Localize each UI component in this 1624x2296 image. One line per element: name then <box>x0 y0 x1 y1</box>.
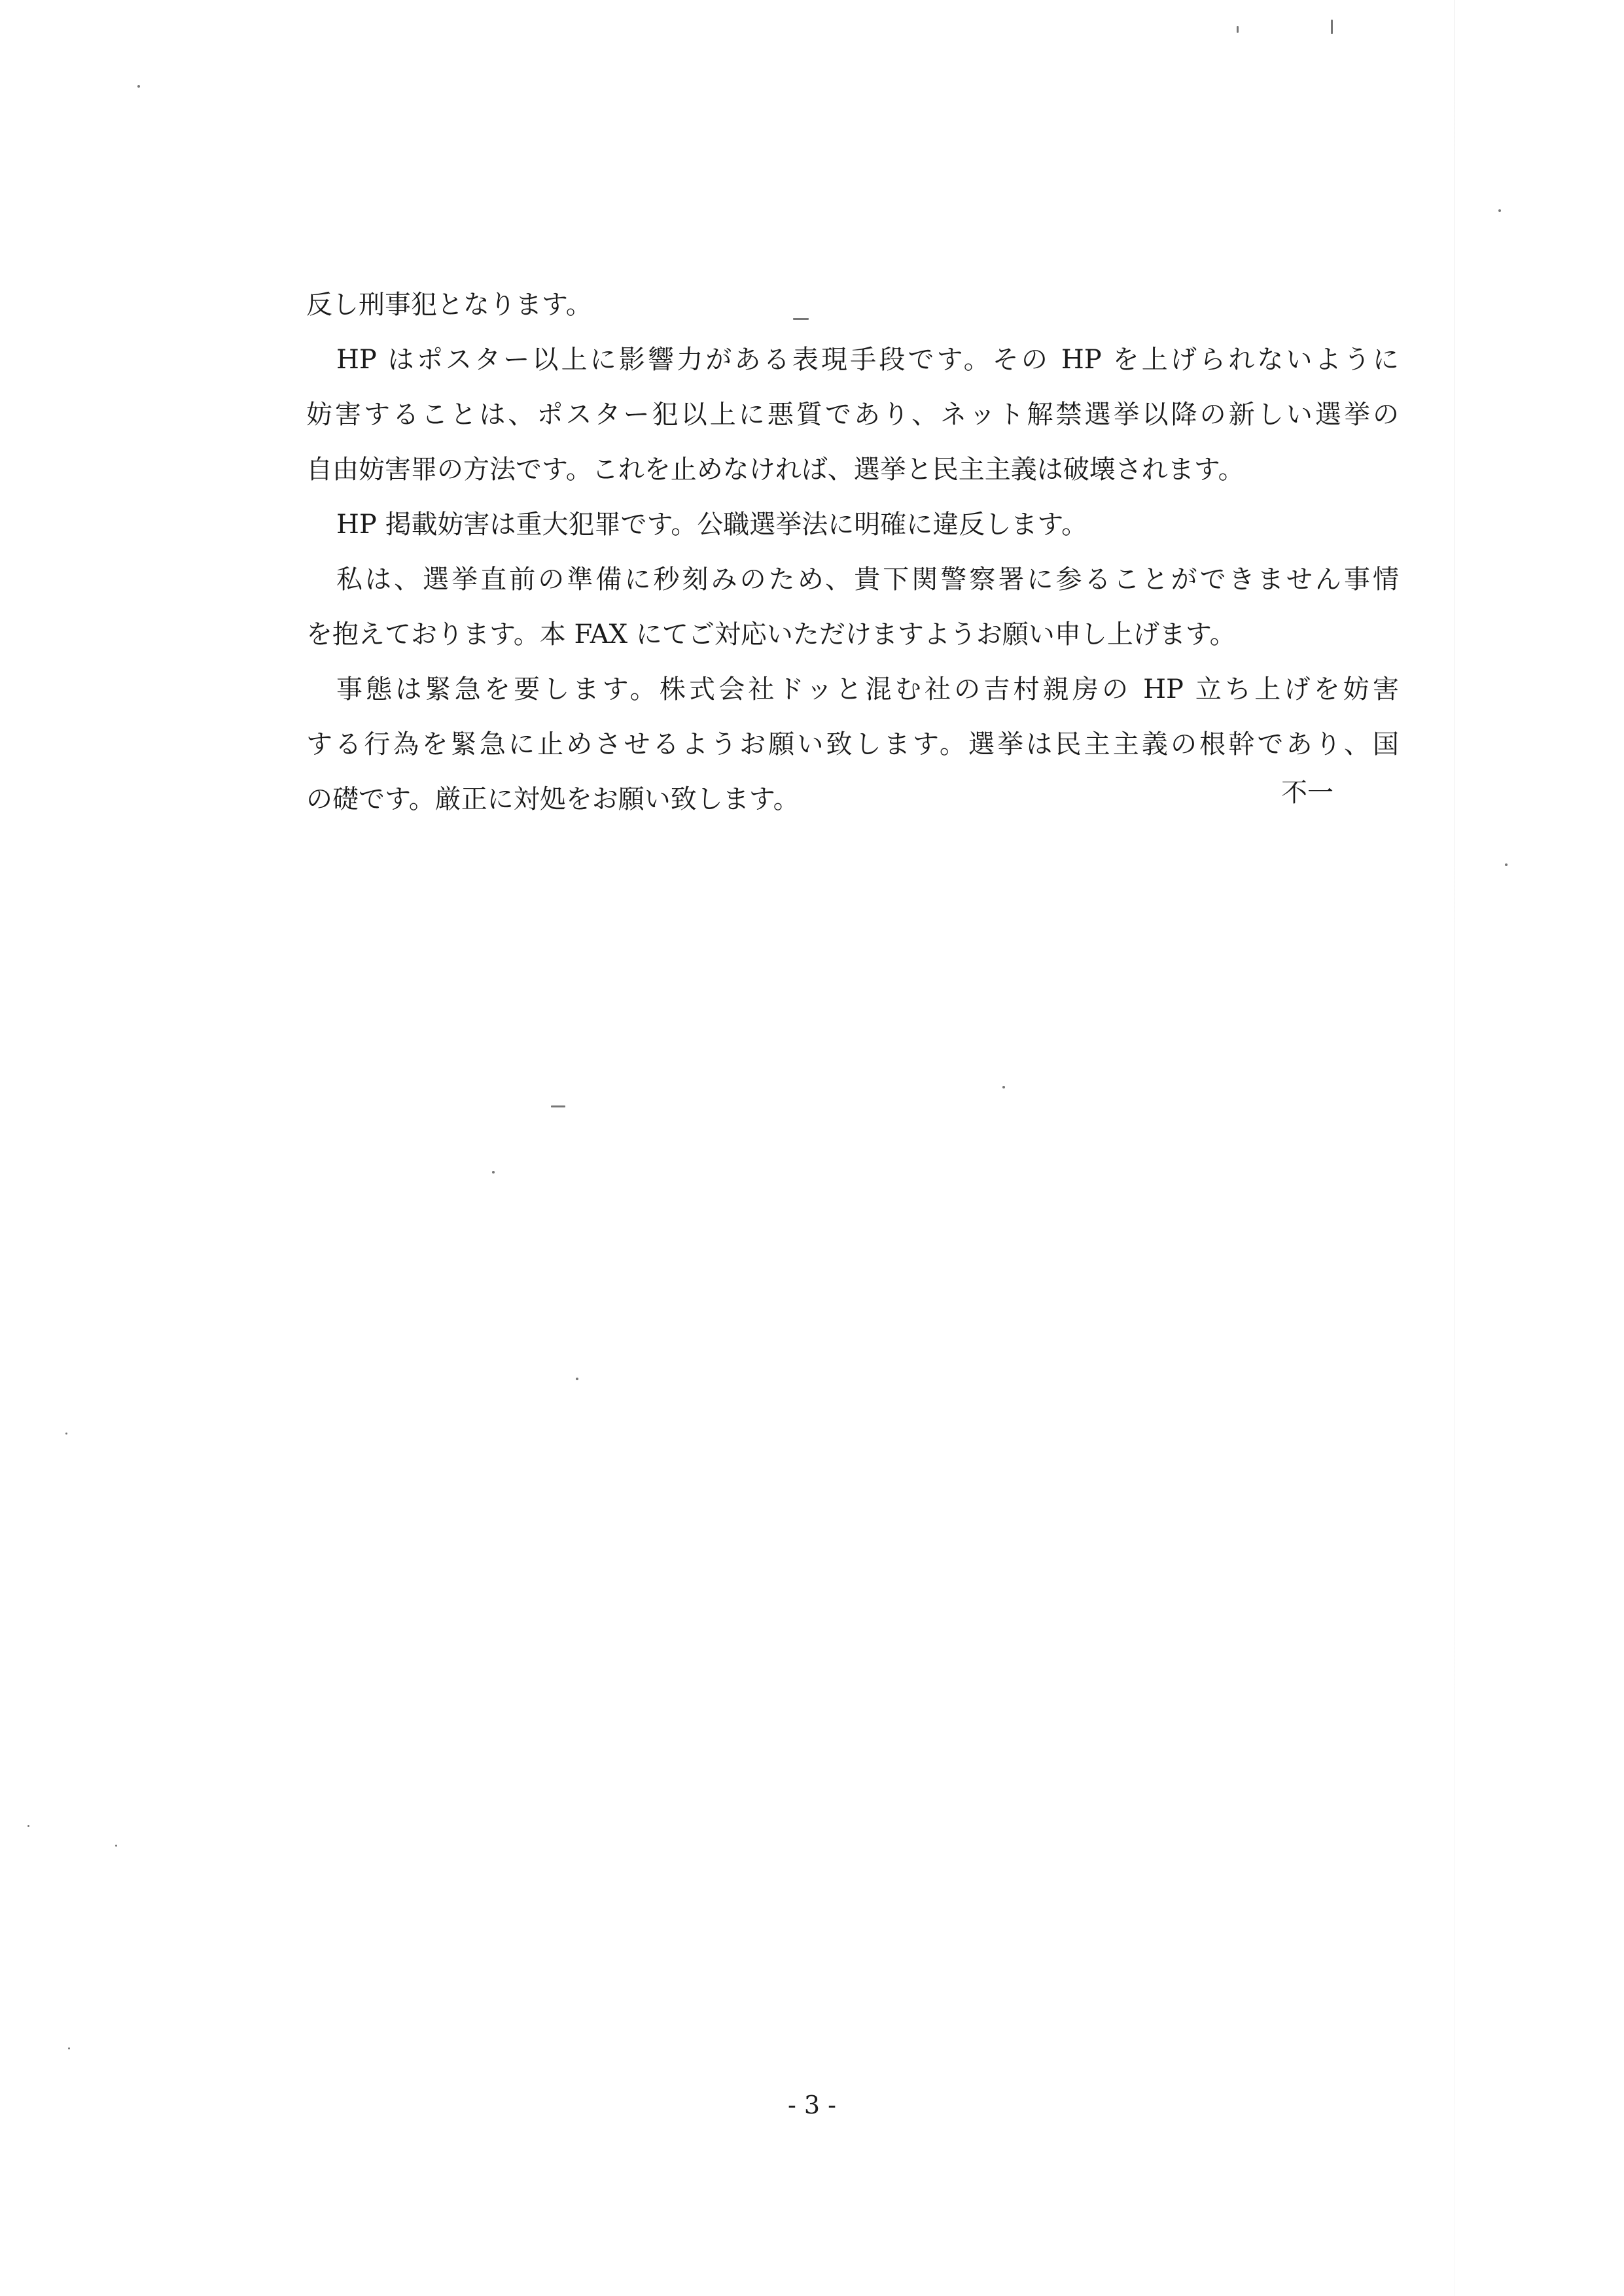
scan-speck <box>793 318 809 320</box>
scan-speck <box>492 1171 495 1174</box>
scan-edge-shadow <box>1454 0 1455 2296</box>
text-line: 妨害することは、ポスター犯以上に悪質であり、ネット解禁選挙以降の新しい選挙の <box>306 400 1399 430</box>
page-number: - 3 - <box>787 2091 836 2119</box>
scan-speck <box>65 1433 67 1435</box>
scan-speck <box>68 2047 70 2049</box>
scan-speck <box>551 1105 565 1107</box>
text-line: 反し刑事犯となります。 <box>306 290 592 320</box>
scan-speck <box>1331 20 1333 34</box>
text-line: 私は、選挙直前の準備に秒刻みのため、貴下関警察署に参ることができません事情 <box>336 565 1399 595</box>
text-line: の礎です。厳正に対処をお願い致します。 <box>306 784 800 814</box>
text-line: 事態は緊急を要します。株式会社ドッと混む社の吉村親房の HP 立ち上げを妨害 <box>336 674 1399 704</box>
text-line: HP 掲載妨害は重大犯罪です。公職選挙法に明確に違反します。 <box>336 510 1088 540</box>
text-line: HP はポスター以上に影響力がある表現手段です。その HP を上げられないように <box>336 345 1399 375</box>
closing-word: 不一 <box>1281 778 1333 808</box>
text-line: 自由妨害罪の方法です。これを止めなければ、選挙と民主主義は破壊されます。 <box>306 455 1244 485</box>
text-line: を抱えております。本 FAX にてご対応いただけますようお願い申し上げます。 <box>306 619 1236 650</box>
scan-speck <box>27 1825 29 1827</box>
scan-speck <box>115 1845 117 1847</box>
text-line: する行為を緊急に止めさせるようお願い致します。選挙は民主主義の根幹であり、国 <box>306 729 1399 759</box>
scan-speck <box>576 1378 578 1380</box>
scan-speck <box>1505 863 1508 866</box>
scan-speck <box>1498 209 1501 212</box>
scan-speck <box>1002 1086 1005 1088</box>
scan-speck <box>137 85 140 88</box>
scan-speck <box>1237 26 1239 33</box>
